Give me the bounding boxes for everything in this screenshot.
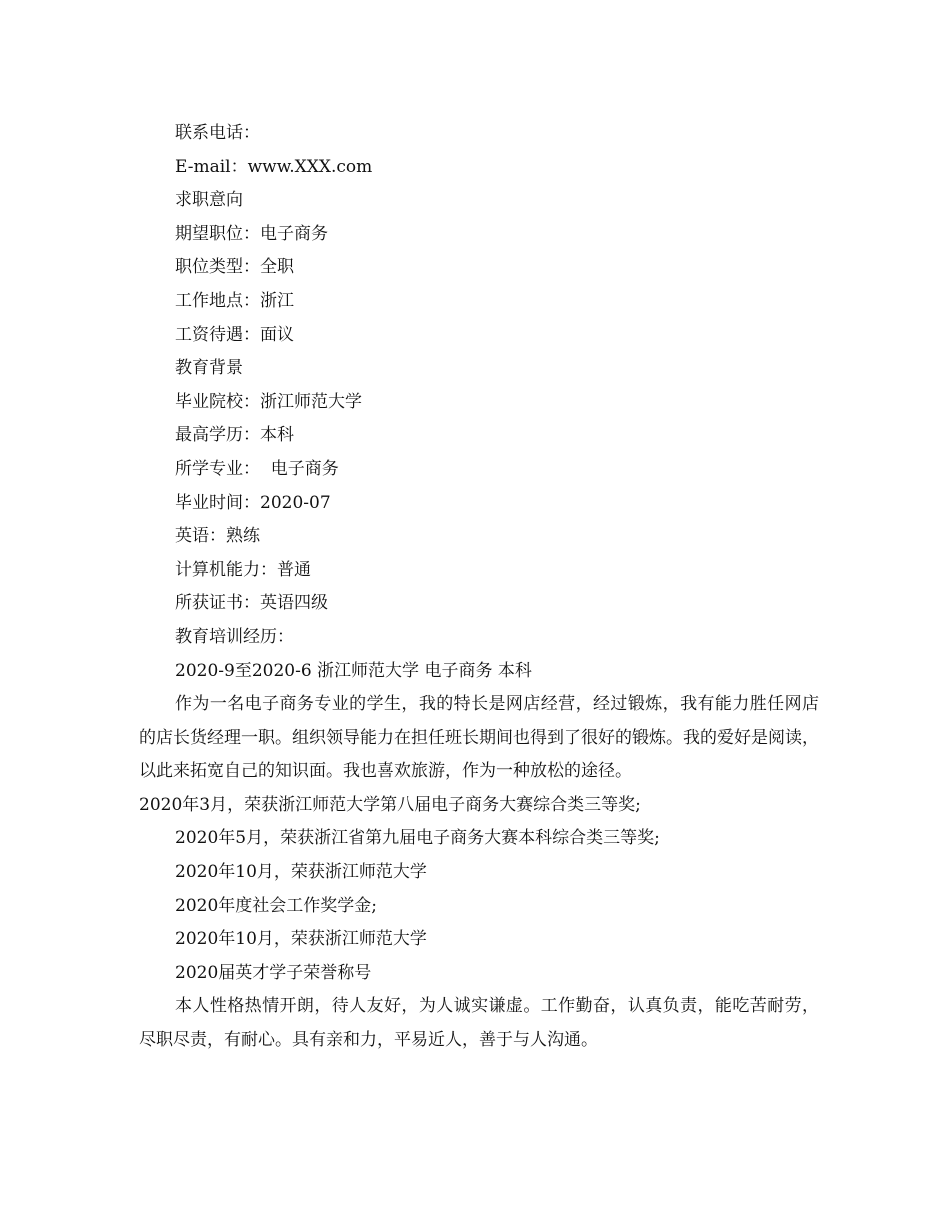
training-heading: 教育培训经历： [175,626,294,647]
training-entry: 2020-9至2020-6 浙江师范大学 电子商务 本科 [175,660,532,681]
contact-email: E-mail：www.XXX.com [175,156,373,177]
award-item: 2020年3月，荣获浙江师范大学第八届电子商务大赛综合类三等奖; [139,794,641,815]
award-item: 2020年10月，荣获浙江师范大学 [175,862,427,883]
award-item: 2020年5月，荣获浙江省第九届电子商务大赛本科综合类三等奖; [175,828,660,849]
resume-body [139,117,819,1058]
education-heading: 教育背景 [175,358,243,379]
job-intention-heading: 求职意向 [175,190,243,211]
self-description: 作为一名电子商务专业的学生，我的特长是网店经营，经过锻炼，我有能力胜任网店的店长货经理一职。组织领导能力在担任班长期间也得到了很好的锻炼。我的爱好是阅读，以此来拓宽自己的知识面。我也喜欢旅游，作为一种放松的途径。 [139,694,819,782]
highest-degree: 最高学历：本科 [175,425,294,446]
work-location: 工作地点：浙江 [175,290,294,311]
contact-phone-label: 联系电话： [175,123,260,143]
award-item: 2020届英才学子荣誉称号 [175,962,372,983]
award-item: 2020年10月，荣获浙江师范大学 [175,929,427,950]
graduation-time: 毕业时间：2020-07 [175,492,331,513]
expected-position: 期望职位：电子商务 [175,223,328,244]
graduate-school: 毕业院校：浙江师范大学 [175,391,362,412]
english-level: 英语：熟练 [175,526,260,547]
position-type: 职位类型：全职 [175,257,294,278]
personality-description: 本人性格热情开朗，待人友好，为人诚实谦虚。工作勤奋，认真负责，能吃苦耐劳，尽职尽责，有耐心。具有亲和力，平易近人，善于与人沟通。 [139,996,819,1051]
salary-expectation: 工资待遇：面议 [175,324,294,345]
computer-skill: 计算机能力：普通 [175,559,311,580]
certificates: 所获证书：英语四级 [175,593,328,614]
major: 所学专业： 电子商务 [175,458,339,479]
award-item: 2020年度社会工作奖学金; [175,895,377,916]
